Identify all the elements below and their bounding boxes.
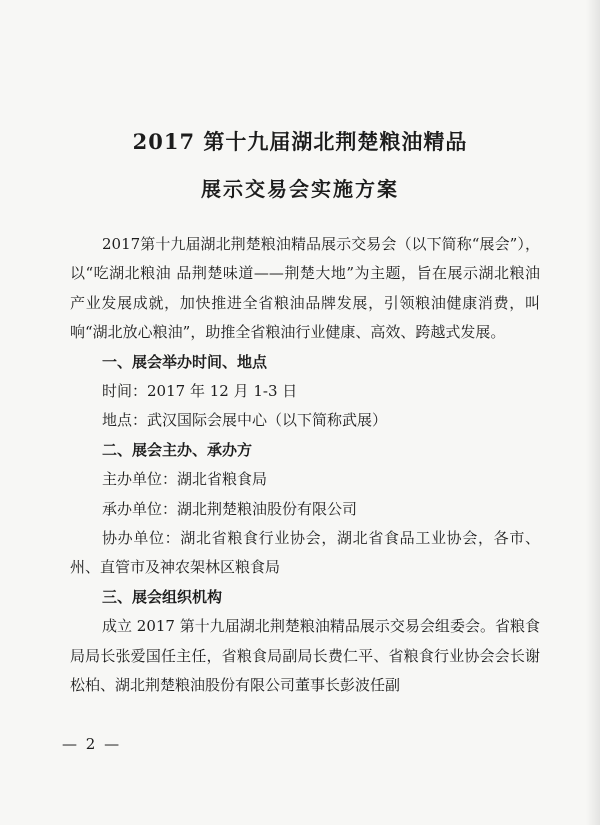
section-1-heading: 一、展会举办时间、地点	[102, 352, 268, 371]
page-number: — 2 —	[62, 735, 122, 753]
cosponsor-units: 协办单位：湖北省粮食行业协会，湖北省食品工业协会，各市、州、直管市及神农架林区粮食局	[70, 529, 540, 577]
host-unit: 主办单位：湖北省粮食局	[102, 470, 268, 489]
document-body	[70, 230, 540, 701]
document-title-line-1: 2017 第十九届湖北荆楚粮油精品	[132, 129, 468, 154]
organizer-unit: 承办单位：湖北荆楚粮油股份有限公司	[102, 499, 358, 518]
event-place: 地点：武汉国际会展中心（以下简称武展）	[102, 411, 388, 430]
section-3-paragraph: 成立 2017 第十九届湖北荆楚粮油精品展示交易会组委会。省粮食局局长张爱国任主任，省粮食局副局长费仁平、省粮食行业协会会长谢松柏、湖北荆楚粮油股份有限公司董事长彭波任副	[70, 617, 540, 695]
document-title-line-2: 展示交易会实施方案	[201, 177, 399, 201]
section-3-heading: 三、展会组织机构	[102, 587, 223, 606]
event-time: 时间：2017 年 12 月 1-3 日	[102, 382, 298, 401]
intro-paragraph: 2017第十九届湖北荆楚粮油精品展示交易会（以下简称“展会”），以“吃湖北粮油 品荆楚味道——荆楚大地”为主题，旨在展示湖北粮油产业发展成就，加快推进全省粮油品牌发展，引领粮油健康消费，叫响“湖北放心粮油”，助推全省粮油行业健康、高效、跨越式发展。	[70, 235, 540, 342]
section-2-heading: 二、展会主办、承办方	[102, 440, 253, 459]
